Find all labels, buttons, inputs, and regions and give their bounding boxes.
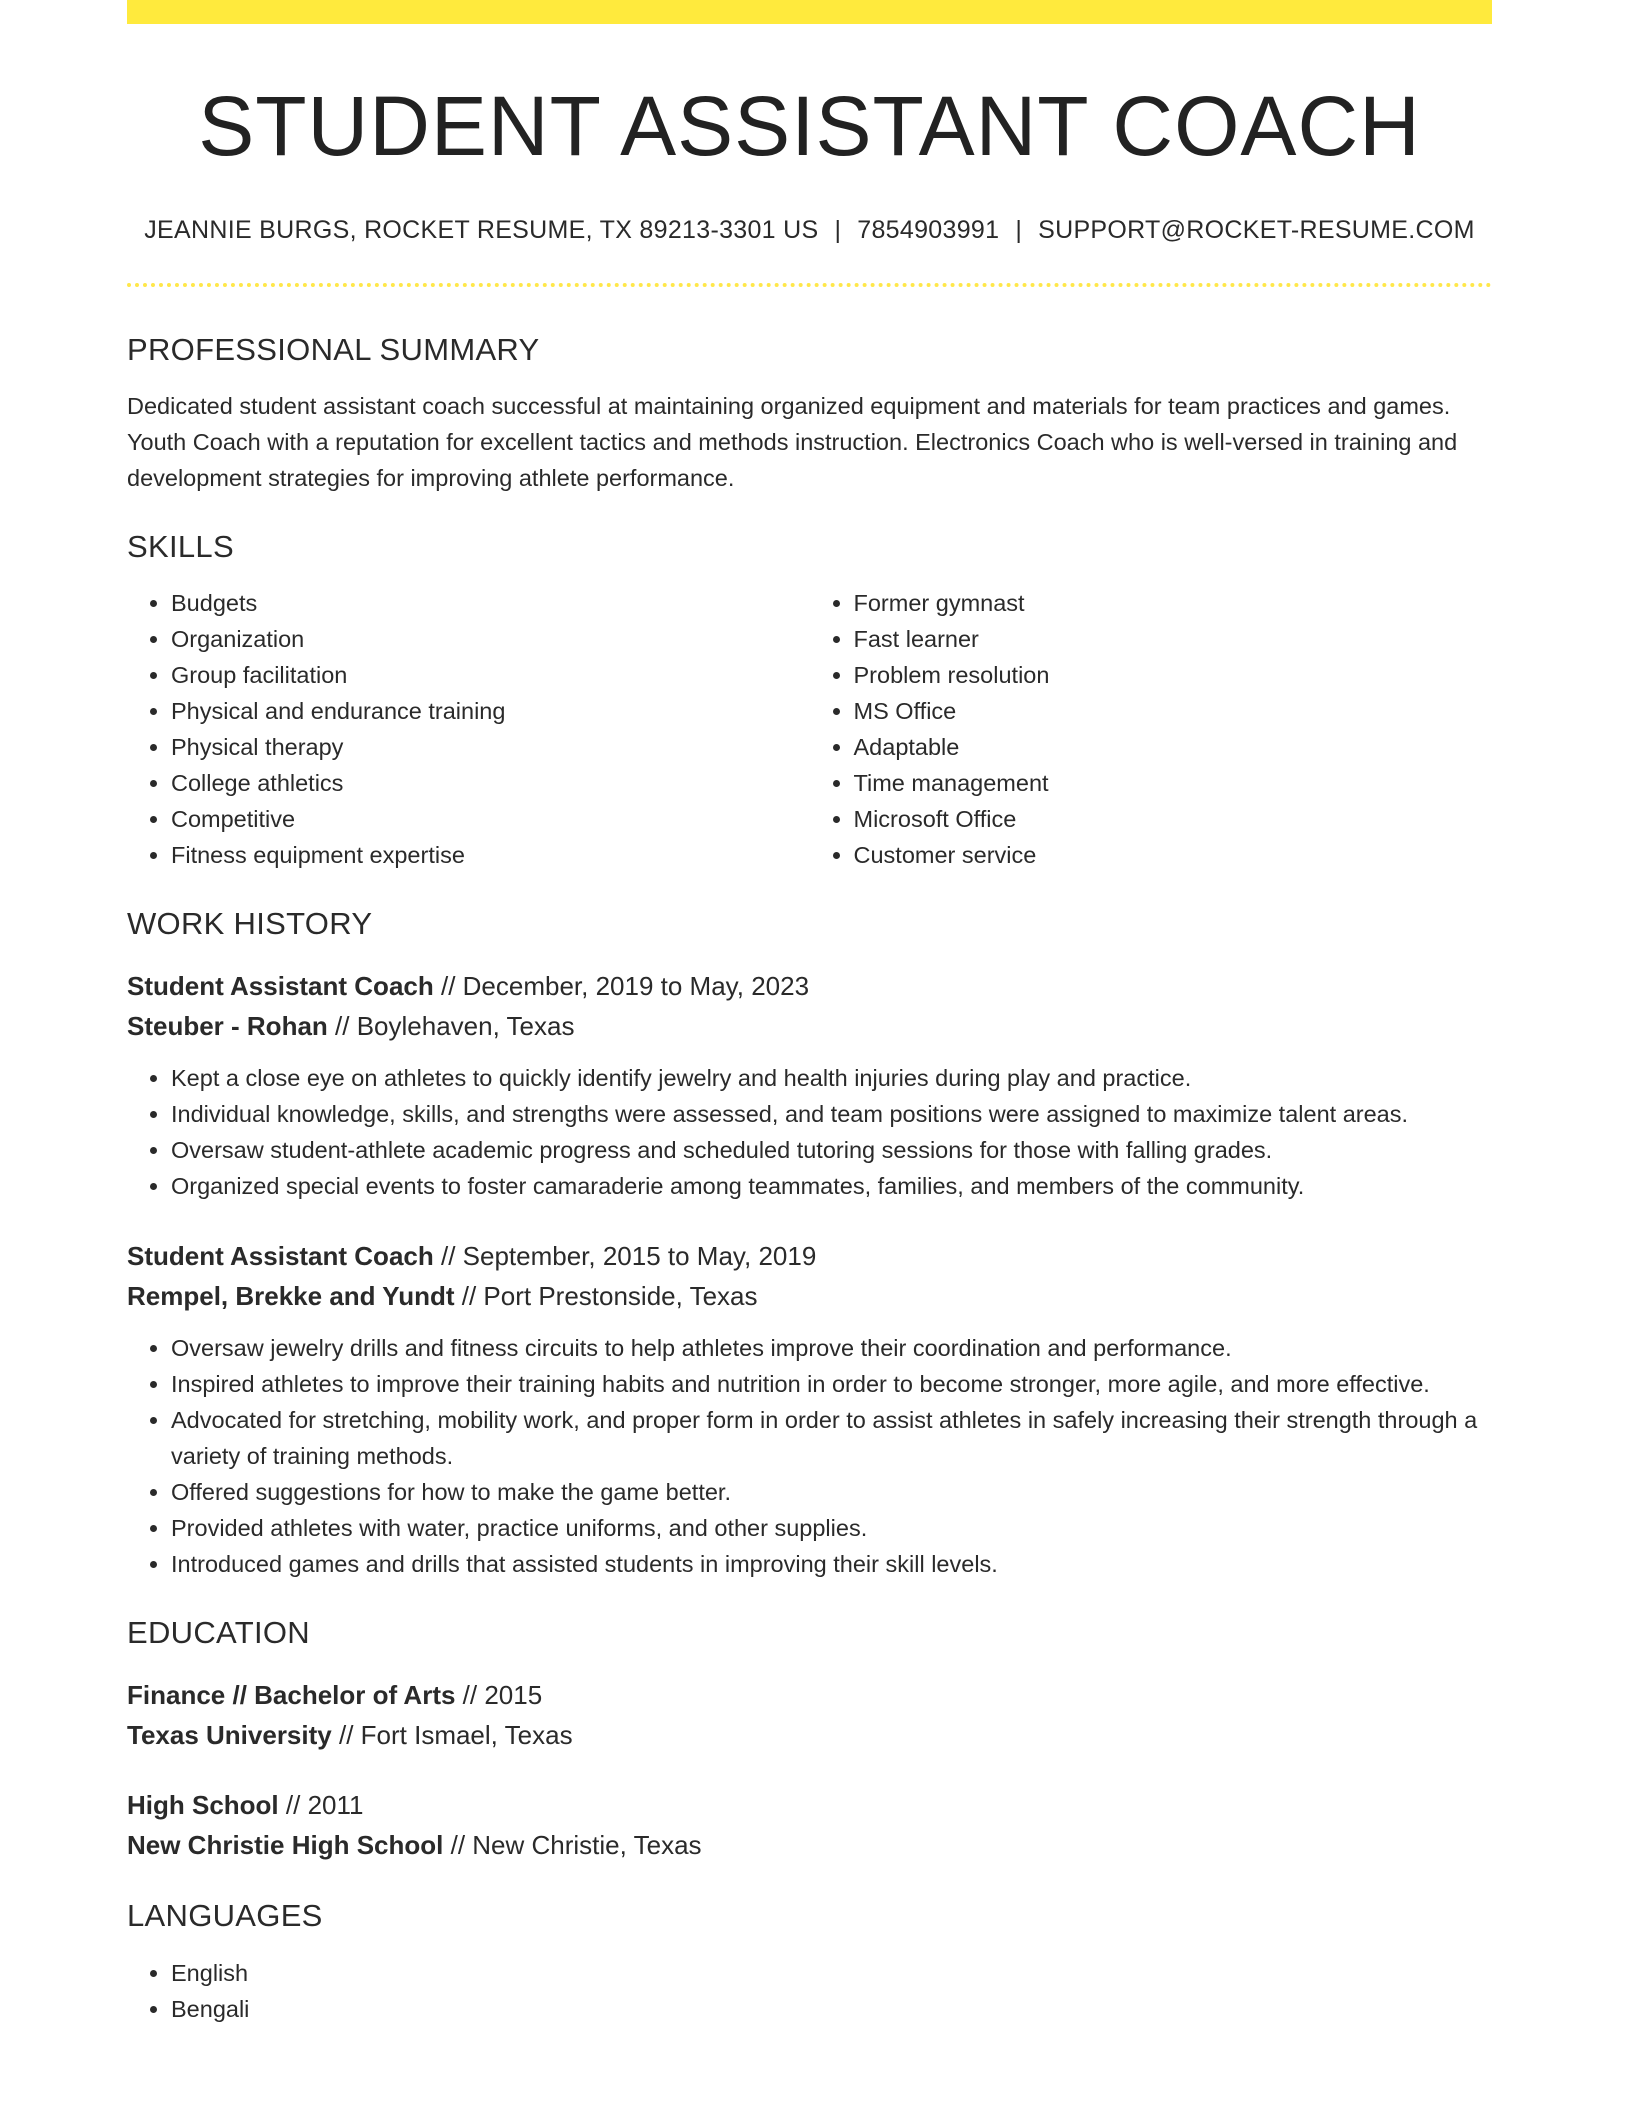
- education-entry: [127, 1785, 1492, 1865]
- skill-item: • Physical and endurance training: [171, 693, 810, 729]
- job-company: Rempel, Brekke and Yundt: [127, 1281, 455, 1312]
- job-bullets: [127, 1060, 1492, 1204]
- job-location: // Boylehaven, Texas: [327, 1011, 575, 1042]
- contact-email: SUPPORT@ROCKET-RESUME.COM: [1038, 215, 1475, 244]
- accent-bar: [127, 0, 1492, 24]
- job-bullet: • Organized special events to foster camaraderie among teammates, families, and members of the community.: [171, 1168, 1492, 1204]
- skill-item: • Competitive: [171, 801, 810, 837]
- education-location: // Fort Ismael, Texas: [331, 1720, 573, 1751]
- education-degree-line: [127, 1785, 1492, 1825]
- summary-text: Dedicated student assistant coach successful at maintaining organized equipment and materials for team practices and games. Youth Coach with a reputation for excellent tactics and methods instruction. Electronics Coach who is well-versed in training and development strategies for improving athlete performance.: [127, 392, 1458, 491]
- languages-list: [127, 1955, 1492, 2027]
- job-role-line: [127, 966, 1492, 1006]
- language-item: • English: [171, 1955, 1492, 1991]
- job-dates: // December, 2019 to May, 2023: [433, 971, 810, 1002]
- skill-item: • Organization: [171, 621, 810, 657]
- job-bullet: • Provided athletes with water, practice uniforms, and other supplies.: [171, 1510, 1492, 1546]
- languages-heading: LANGUAGES: [127, 1898, 323, 1934]
- education-school-line: [127, 1715, 1492, 1755]
- resume-title: STUDENT ASSISTANT COACH: [198, 79, 1421, 173]
- skills-list: [127, 585, 1492, 873]
- education-location: // New Christie, Texas: [443, 1830, 702, 1861]
- skills-column-right: [810, 585, 1493, 873]
- job-entry: [127, 1236, 1492, 1582]
- job-bullet: • Oversaw jewelry drills and fitness circuits to help athletes improve their coordination and performance.: [171, 1330, 1492, 1366]
- skill-item: • Adaptable: [854, 729, 1493, 765]
- skill-item: • Group facilitation: [171, 657, 810, 693]
- skill-item: • Former gymnast: [854, 585, 1493, 621]
- job-bullet: • Inspired athletes to improve their training habits and nutrition in order to become stronger, more agile, and more effective.: [171, 1366, 1492, 1402]
- job-company-line: [127, 1006, 1492, 1046]
- skill-item: • Budgets: [171, 585, 810, 621]
- job-location: // Port Prestonside, Texas: [454, 1281, 758, 1312]
- skills-column-left: [127, 585, 810, 873]
- skill-item: • MS Office: [854, 693, 1493, 729]
- education-degree: High School: [127, 1790, 279, 1821]
- skill-item: • Customer service: [854, 837, 1493, 873]
- education-year: // 2011: [278, 1790, 364, 1821]
- job-bullet: • Individual knowledge, skills, and strengths were assessed, and team positions were assigned to maximize talent areas.: [171, 1096, 1492, 1132]
- skill-item: • College athletics: [171, 765, 810, 801]
- education-school-line: [127, 1825, 1492, 1865]
- skill-item: • Problem resolution: [854, 657, 1493, 693]
- job-bullet: • Advocated for stretching, mobility work, and proper form in order to assist athletes in safely increasing their strength through a variety of training methods.: [171, 1402, 1492, 1474]
- education-heading: EDUCATION: [127, 1615, 310, 1651]
- skill-item: • Fitness equipment expertise: [171, 837, 810, 873]
- skills-heading: SKILLS: [127, 528, 234, 564]
- contact-address: JEANNIE BURGS, ROCKET RESUME, TX 89213-3301 US: [144, 215, 819, 244]
- resume-page: [127, 0, 1492, 2027]
- job-bullet: • Kept a close eye on athletes to quickly identify jewelry and health injuries during play and practice.: [171, 1060, 1492, 1096]
- education-school: New Christie High School: [127, 1830, 444, 1861]
- job-entry: [127, 966, 1492, 1204]
- skill-item: • Microsoft Office: [854, 801, 1493, 837]
- education-degree: Finance // Bachelor of Arts: [127, 1680, 456, 1711]
- header-divider: [127, 283, 1492, 287]
- job-dates: // September, 2015 to May, 2019: [433, 1241, 817, 1272]
- contact-line: [127, 215, 1492, 245]
- language-item: • Bengali: [171, 1991, 1492, 2027]
- job-role: Student Assistant Coach: [127, 971, 434, 1002]
- job-bullet: • Introduced games and drills that assisted students in improving their skill levels.: [171, 1546, 1492, 1582]
- job-bullets: [127, 1330, 1492, 1582]
- education-degree-line: [127, 1675, 1492, 1715]
- contact-separator: |: [1015, 215, 1023, 244]
- skill-item: • Fast learner: [854, 621, 1493, 657]
- education-school: Texas University: [127, 1720, 332, 1751]
- job-role: Student Assistant Coach: [127, 1241, 434, 1272]
- job-bullet: • Oversaw student-athlete academic progress and scheduled tutoring sessions for those with falling grades.: [171, 1132, 1492, 1168]
- job-role-line: [127, 1236, 1492, 1276]
- contact-separator: |: [834, 215, 842, 244]
- skill-item: • Physical therapy: [171, 729, 810, 765]
- job-bullet: • Offered suggestions for how to make the game better.: [171, 1474, 1492, 1510]
- summary-heading: PROFESSIONAL SUMMARY: [127, 331, 540, 367]
- contact-phone: 7854903991: [857, 215, 1000, 244]
- work-history-heading: WORK HISTORY: [127, 905, 373, 941]
- job-company: Steuber - Rohan: [127, 1011, 328, 1042]
- education-entry: [127, 1675, 1492, 1755]
- skill-item: • Time management: [854, 765, 1493, 801]
- job-company-line: [127, 1276, 1492, 1316]
- education-year: // 2015: [455, 1680, 543, 1711]
